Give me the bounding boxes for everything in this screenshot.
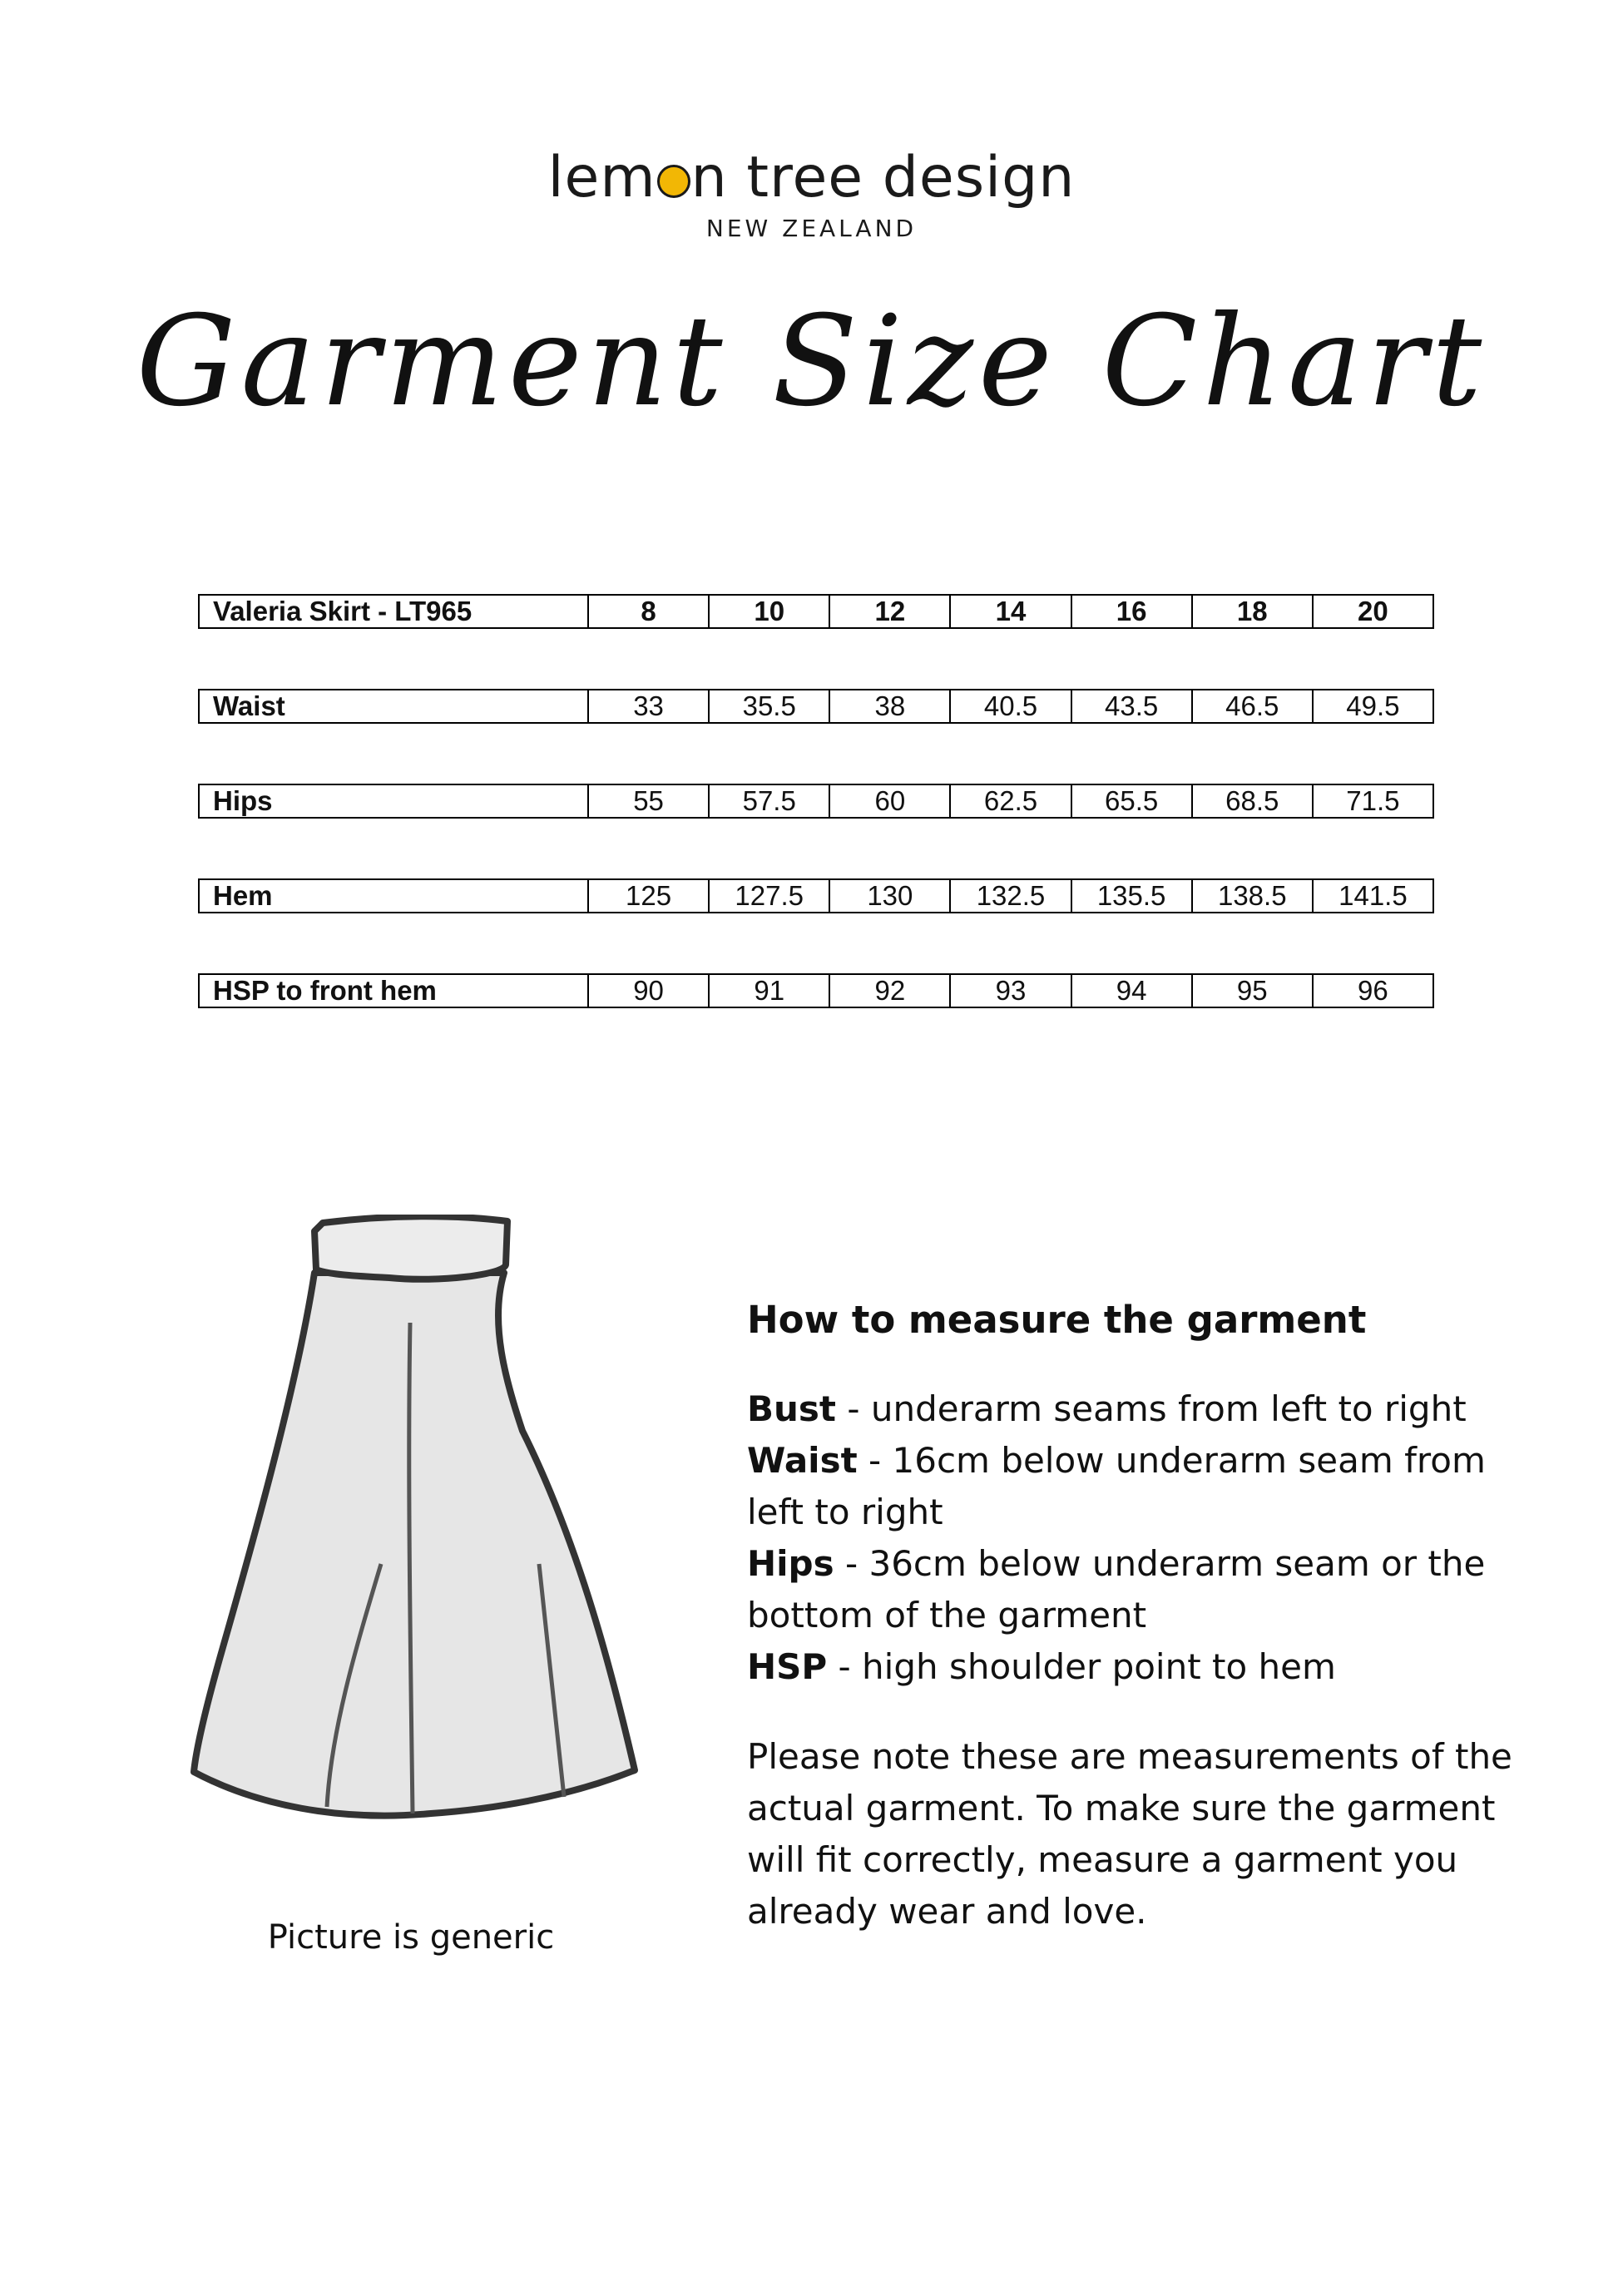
size-header-cell: 8 <box>589 596 710 627</box>
measurement-item-bust <box>747 1383 1512 1435</box>
table-cell: 141.5 <box>1338 880 1408 911</box>
table-cell: 127.5 <box>710 880 830 912</box>
measurement-item-waist <box>747 1435 1512 1538</box>
logo-wordmark: lem n tree design <box>547 145 1076 210</box>
table-cell: 46.5 <box>1193 690 1314 722</box>
row-label: Hem <box>200 880 589 912</box>
skirt-body <box>194 1273 635 1816</box>
table-cell: 135.5 <box>1072 880 1193 912</box>
measurement-desc: - 36cm below underarm seam or the bottom of the garment <box>747 1543 1486 1635</box>
table-cell: 60 <box>830 785 951 817</box>
table-cell: 130 <box>830 880 951 912</box>
measurement-term: Bust <box>747 1388 836 1429</box>
table-cell: 40.5 <box>951 690 1071 722</box>
table-cell: 90 <box>589 975 710 1007</box>
skirt-waistband <box>314 1216 507 1279</box>
product-name: Valeria Skirt - LT965 <box>200 596 589 627</box>
illustration-caption: Picture is generic <box>267 1918 555 1957</box>
table-cell: 95 <box>1193 975 1314 1007</box>
size-header-cell: 10 <box>710 596 830 627</box>
table-cell: 65.5 <box>1072 785 1193 817</box>
size-header-cell: 12 <box>830 596 951 627</box>
table-cell: 92 <box>830 975 951 1007</box>
size-header-cell: 18 <box>1193 596 1314 627</box>
table-cell: 91 <box>710 975 830 1007</box>
table-cell: 94 <box>1072 975 1193 1007</box>
table-row-waist <box>198 689 1434 724</box>
size-header-cell: 14 <box>951 596 1071 627</box>
measurement-list <box>747 1383 1512 1693</box>
row-label: HSP to front hem <box>200 975 589 1007</box>
skirt-illustration <box>190 1215 639 1830</box>
table-cell: 49.5 <box>1346 690 1400 721</box>
measurement-item-hips <box>747 1538 1512 1641</box>
table-row-hips <box>198 784 1434 819</box>
size-table-header <box>198 594 1434 629</box>
table-cell: 62.5 <box>951 785 1071 817</box>
table-cell: 43.5 <box>1072 690 1193 722</box>
table-cell: 71.5 <box>1346 785 1400 816</box>
table-cell: 57.5 <box>710 785 830 817</box>
measurement-term: Hips <box>747 1543 834 1584</box>
measuring-guide <box>747 1298 1512 1937</box>
size-header-cell: 20 <box>1358 596 1388 626</box>
table-cell: 35.5 <box>710 690 830 722</box>
table-cell: 33 <box>589 690 710 722</box>
fit-note: Please note these are measurements of the actual garment. To make sure the garment will fit correctly, measure a garment you already wear and love. <box>747 1736 1512 1932</box>
measurement-item-hsp <box>747 1641 1512 1693</box>
table-row-hsp <box>198 973 1434 1008</box>
lemon-dot-icon <box>657 165 690 198</box>
guide-heading: How to measure the garment <box>747 1298 1367 1342</box>
table-cell: 55 <box>589 785 710 817</box>
table-cell: 93 <box>951 975 1071 1007</box>
row-label: Hips <box>200 785 589 817</box>
page-title: Garment Size Chart <box>136 289 1487 434</box>
table-cell: 138.5 <box>1193 880 1314 912</box>
logo-subtitle: NEW ZEALAND <box>705 215 918 242</box>
brand-logo <box>0 145 1623 242</box>
measurement-term: Waist <box>747 1440 858 1481</box>
table-row-hem <box>198 878 1434 913</box>
measurement-term: HSP <box>747 1646 828 1687</box>
table-cell: 96 <box>1358 975 1388 1006</box>
table-cell: 68.5 <box>1193 785 1314 817</box>
size-table <box>198 594 1434 1068</box>
table-cell: 38 <box>830 690 951 722</box>
size-header-cell: 16 <box>1072 596 1193 627</box>
measurement-desc: - underarm seams from left to right <box>836 1388 1467 1429</box>
row-label: Waist <box>200 690 589 722</box>
measurement-desc: - high shoulder point to hem <box>827 1646 1336 1687</box>
measurement-desc: - 16cm below underarm seam from left to right <box>747 1440 1486 1532</box>
table-cell: 125 <box>589 880 710 912</box>
table-cell: 132.5 <box>951 880 1071 912</box>
